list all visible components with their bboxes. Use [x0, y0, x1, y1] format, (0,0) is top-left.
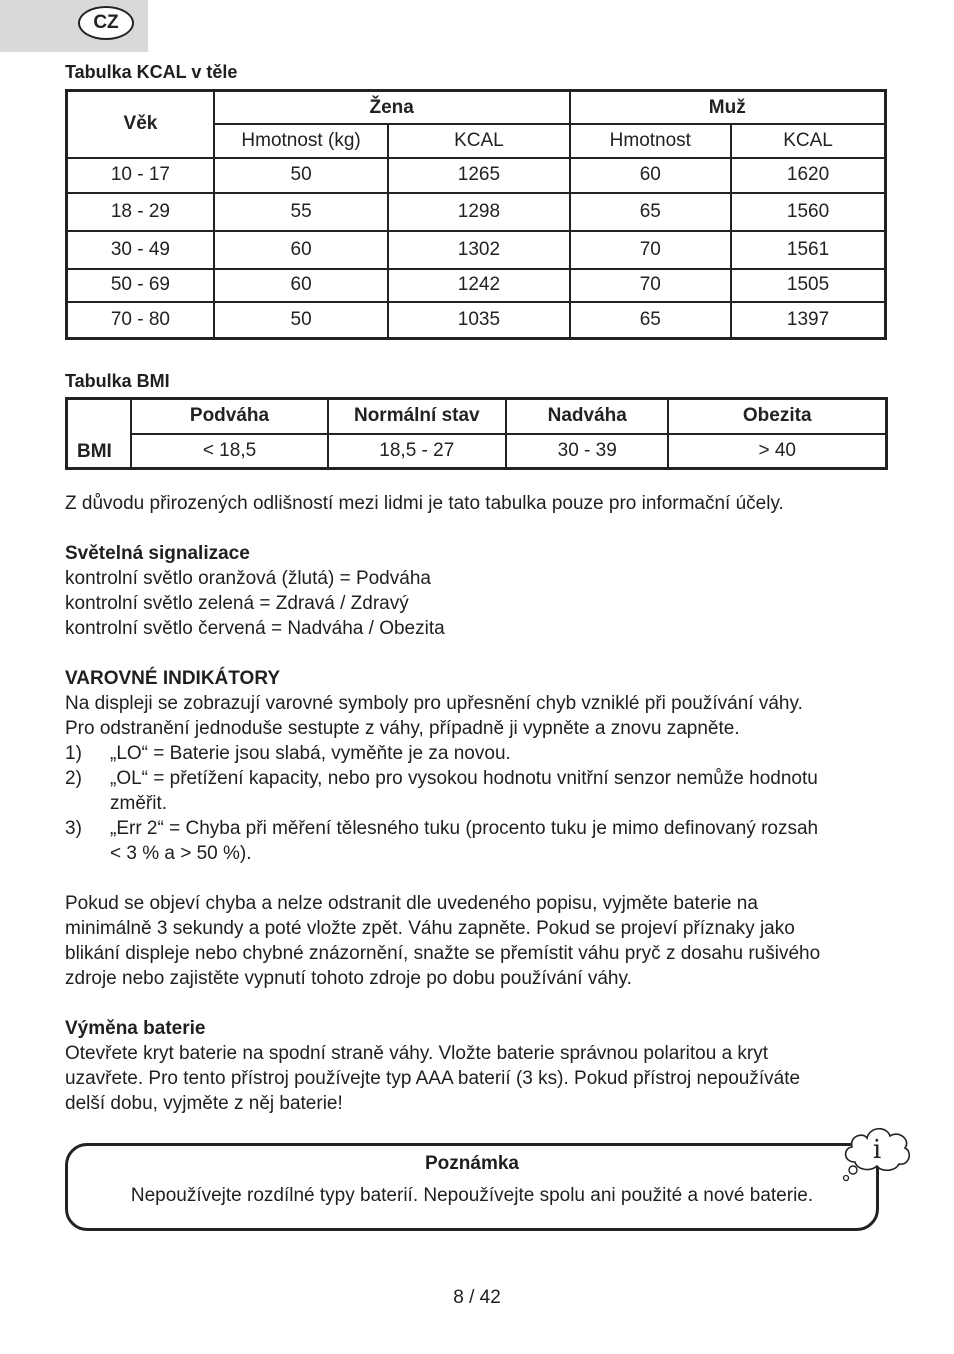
list-number: 1)	[65, 743, 82, 764]
male-header: Muž	[570, 91, 886, 125]
table-cell: 1505	[731, 269, 885, 303]
table-cell: 50 - 69	[67, 269, 214, 303]
section-title: Světelná signalizace	[65, 543, 250, 564]
table-cell: 1035	[388, 302, 569, 338]
table-cell: 65	[570, 193, 732, 231]
text-line: minimálně 3 sekundy a poté vložte zpět. Váhu zapněte. Pokud se projeví příznaky jako	[65, 918, 795, 939]
table-cell: 1298	[388, 193, 569, 231]
table-cell: 18 - 29	[67, 193, 214, 231]
female-header: Žena	[214, 91, 570, 125]
text-line: kontrolní světlo červená = Nadváha / Obezita	[65, 618, 445, 639]
table-cell: 65	[570, 302, 732, 338]
male-weight-header: Hmotnost	[570, 124, 732, 158]
text-line: zdroje nebo zajistěte vypnutí tohoto zdroje po dobu používání váhy.	[65, 968, 632, 989]
bmi-value: 30 - 39	[506, 434, 668, 469]
text-line: blikání displeje nebo chybné znázornění, snažte se přemístit váhu pryč z dosahu rušivého	[65, 943, 821, 964]
table-cell: 1302	[388, 231, 569, 269]
bmi-value: 18,5 - 27	[328, 434, 506, 469]
table-row	[67, 193, 886, 231]
text-line: kontrolní světlo zelená = Zdravá / Zdravý	[65, 593, 409, 614]
section-title: Výměna baterie	[65, 1018, 206, 1039]
table-cell: 10 - 17	[67, 158, 214, 193]
section-title: VAROVNÉ INDIKÁTORY	[65, 668, 281, 689]
note-title: Poznámka	[425, 1153, 519, 1174]
table-cell: 60	[570, 158, 732, 193]
text-line: Pokud se objeví chyba a nelze odstranit dle uvedeného popisu, vyjměte baterie na	[65, 893, 758, 914]
table-cell: 60	[214, 231, 388, 269]
text-line: Otevřete kryt baterie na spodní straně váhy. Vložte baterie správnou polaritou a kryt	[65, 1043, 769, 1064]
text-line: kontrolní světlo oranžová (žlutá) = Podváha	[65, 568, 431, 589]
list-item	[65, 741, 895, 766]
list-number: 2)	[65, 768, 82, 789]
bmi-header: Obezita	[668, 399, 886, 434]
bmi-header: Normální stav	[328, 399, 506, 434]
text-line: „Err 2“ = Chyba při měření tělesného tuku (procento tuku je mimo definovaný rozsah	[110, 818, 819, 839]
bmi-header: Nadváha	[506, 399, 668, 434]
text-line: delší dobu, vyjměte z něj baterie!	[65, 1093, 343, 1114]
kcal-table	[65, 89, 887, 340]
bmi-label: BMI	[67, 399, 132, 469]
bmi-value: < 18,5	[131, 434, 327, 469]
table-cell: 1242	[388, 269, 569, 303]
language-badge: CZ	[78, 6, 134, 40]
table-cell: 50	[214, 302, 388, 338]
light-signal-section	[65, 541, 895, 641]
battery-section	[65, 1016, 895, 1116]
list-item	[65, 816, 895, 866]
language-tab	[0, 0, 148, 52]
bmi-value: > 40	[668, 434, 886, 469]
note-box	[65, 1143, 879, 1231]
age-header: Věk	[67, 91, 214, 158]
list-number: 3)	[65, 818, 82, 839]
table-cell: 1560	[731, 193, 885, 231]
table-row	[67, 302, 886, 338]
text-line: uzavřete. Pro tento přístroj používejte typ AAA baterií (3 ks). Pokud přístroj nepoužíváte	[65, 1068, 801, 1089]
text-line: < 3 % a > 50 %).	[110, 843, 252, 864]
disclaimer-text: Z důvodu přirozených odlišností mezi lidmi je tato tabulka pouze pro informační účely.	[65, 493, 784, 514]
warning-section	[65, 666, 895, 866]
table-cell: 55	[214, 193, 388, 231]
text-line: „LO“ = Baterie jsou slabá, vyměňte je za novou.	[110, 743, 511, 764]
info-letter: i	[872, 1135, 882, 1165]
female-kcal-header: KCAL	[388, 124, 569, 158]
page-number: 8 / 42	[453, 1287, 501, 1308]
table-row	[67, 231, 886, 269]
table-cell: 1265	[388, 158, 569, 193]
table-cell: 70 - 80	[67, 302, 214, 338]
table-cell: 1561	[731, 231, 885, 269]
text-line: změřit.	[110, 793, 167, 814]
table-row	[67, 269, 886, 303]
table-cell: 70	[570, 269, 732, 303]
note-text: Nepoužívejte rozdílné typy baterií. Nepoužívejte spolu ani použité a nové baterie.	[130, 1185, 814, 1206]
table-row	[67, 158, 886, 193]
table-cell: 1620	[731, 158, 885, 193]
info-cloud-icon	[837, 1118, 913, 1188]
male-kcal-header: KCAL	[731, 124, 885, 158]
kcal-table-title: Tabulka KCAL v těle	[65, 62, 238, 82]
female-weight-header: Hmotnost (kg)	[214, 124, 388, 158]
list-item	[65, 766, 895, 816]
table-cell: 60	[214, 269, 388, 303]
text-line: Pro odstranění jednoduše sestupte z váhy, případně ji vypněte a znovu zapněte.	[65, 718, 740, 739]
text-line: „OL“ = přetížení kapacity, nebo pro vysokou hodnotu vnitřní senzor nemůže hodnotu	[110, 768, 818, 789]
text-line: Na displeji se zobrazují varovné symboly pro upřesnění chyb vzniklé při používání váhy.	[65, 693, 803, 714]
table-cell: 1397	[731, 302, 885, 338]
table-cell: 50	[214, 158, 388, 193]
bmi-table-title: Tabulka BMI	[65, 371, 170, 391]
bmi-table	[65, 397, 888, 470]
table-cell: 30 - 49	[67, 231, 214, 269]
table-cell: 70	[570, 231, 732, 269]
bmi-header: Podváha	[131, 399, 327, 434]
error-help-paragraph	[65, 891, 895, 991]
